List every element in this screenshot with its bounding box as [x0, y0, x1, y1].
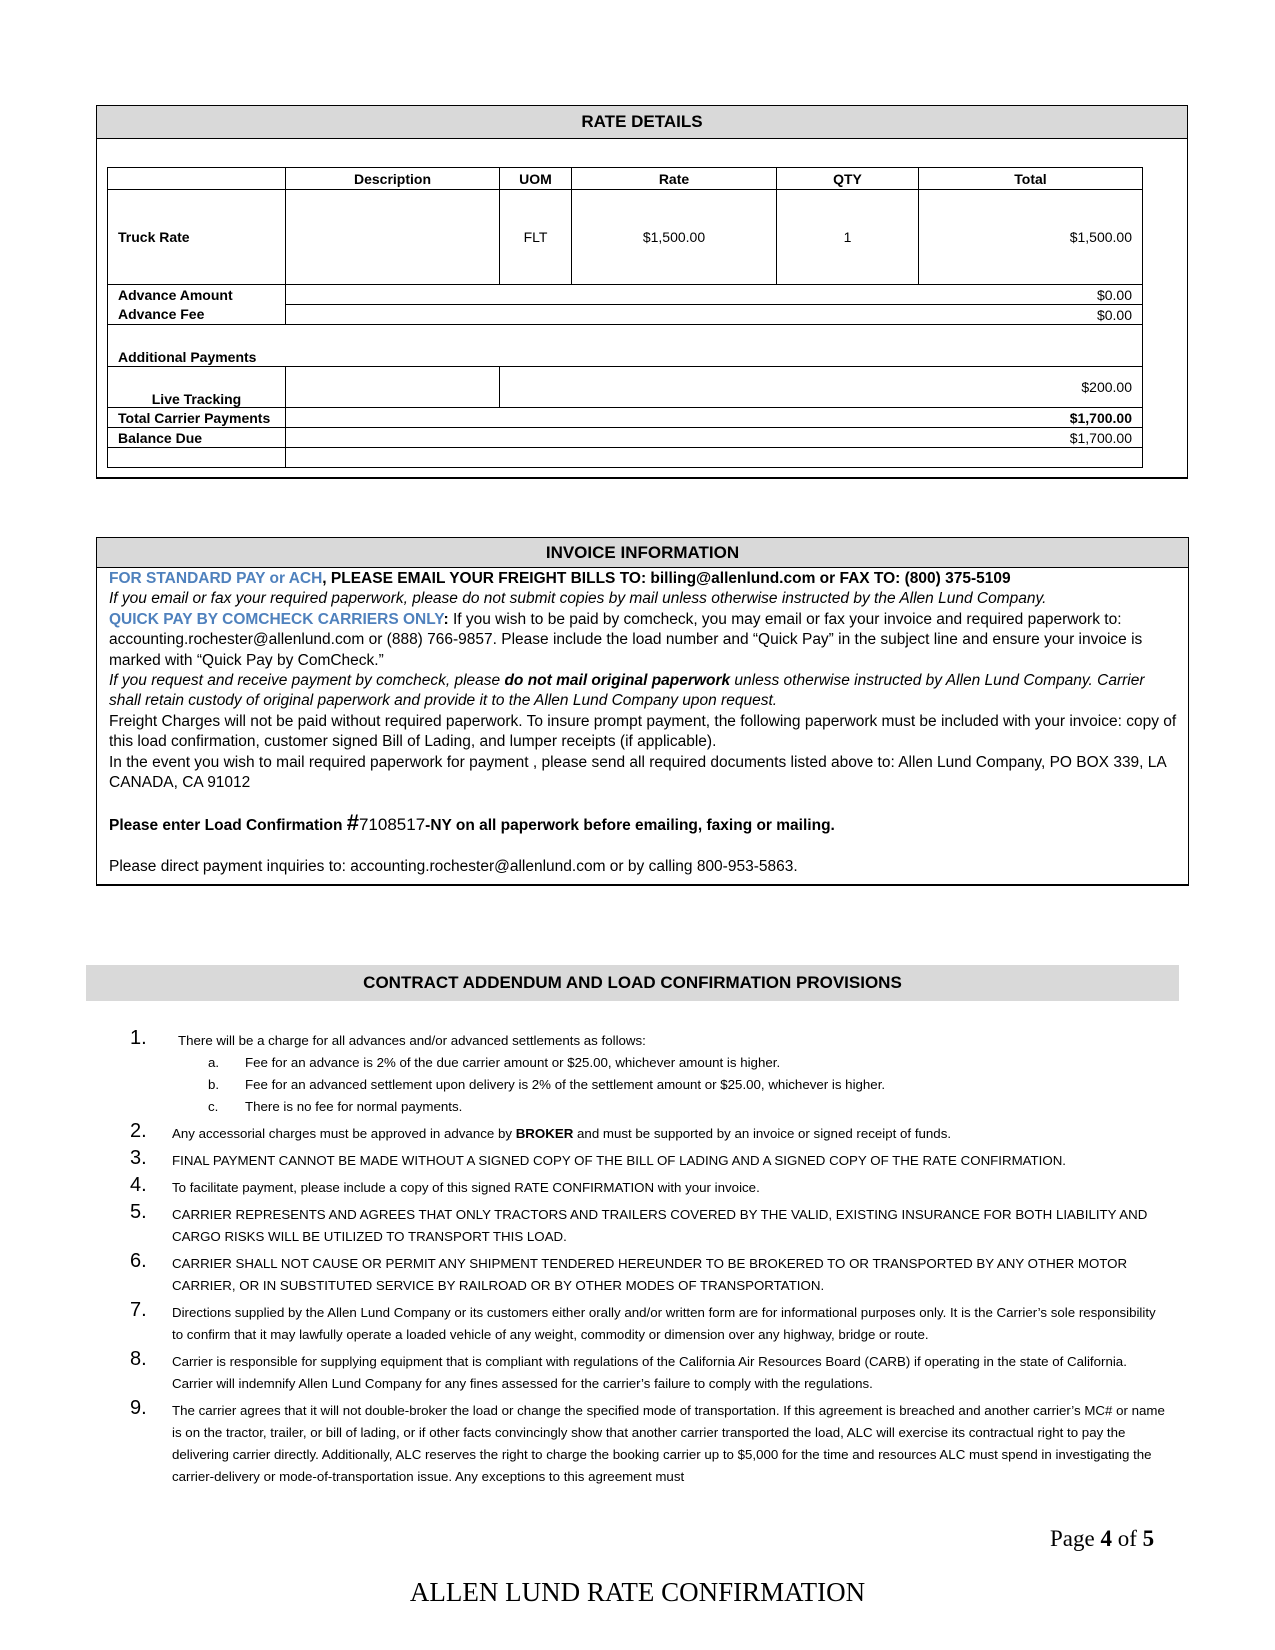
provision-text: Carrier is responsible for supplying equipment that is compliant with regulations of the California Air Resources Board (CARB) if operating in the state of California. Carrier will indemnify Allen Lund Company for any fines assessed for the carrier’s failure to comply with the regulations.	[172, 1354, 1127, 1391]
comcheck-note-bold: do not mail original paperwork	[504, 672, 731, 690]
quick-pay-colon: :	[443, 610, 449, 628]
provision-number: 5.	[130, 1201, 147, 1223]
quick-pay-paragraph	[109, 610, 1179, 671]
balance-due-row	[108, 428, 1143, 448]
provision-text-before: Any accessorial charges must be approved in advance by	[172, 1126, 516, 1141]
provision-number: 6.	[130, 1250, 147, 1272]
sub-item	[130, 1052, 1170, 1074]
provision-text: Directions supplied by the Allen Lund Company or its customers either orally and/or written form are for informational purposes only. It is the Carrier’s sole responsibility to confirm that it may lawfully operate a loaded vehicle of any weight, commodity or dimension over any highway, bridge or route.	[172, 1305, 1156, 1342]
truck-rate-description	[286, 190, 500, 285]
balance-due-label: Balance Due	[108, 428, 286, 448]
provision-text: CARRIER REPRESENTS AND AGREES THAT ONLY TRACTORS AND TRAILERS COVERED BY THE VALID, EXISTING INSURANCE FOR BOTH LIABILITY AND CARGO RISKS WILL BE UTILIZED TO TRANSPORT THIS LOAD.	[172, 1207, 1148, 1244]
rate-details-section	[96, 105, 1188, 479]
sub-item-letter: b.	[208, 1077, 220, 1092]
payment-inquiries-note: Please direct payment inquiries to: accounting.rochester@allenlund.com or by calling 800-953-5863.	[109, 857, 798, 875]
document-footer-title: ALLEN LUND RATE CONFIRMATION	[409, 1577, 866, 1607]
provision-text: There will be a charge for all advances and/or advanced settlements as follows:	[178, 1033, 646, 1048]
sub-item-letter: a.	[208, 1055, 220, 1070]
advance-fee-value: $0.00	[286, 305, 1143, 325]
total-carrier-payments-row	[108, 408, 1143, 428]
col-total-header: Total	[919, 168, 1143, 190]
freight-charges-note: Freight Charges will not be paid without required paperwork. To insure prompt payment, the following paperwork must be included with your invoice: copy of this load confirmation, customer signed Bill of Lading, and lumper receipts (if applicable).	[109, 712, 1177, 751]
col-description-header: Description	[286, 168, 500, 190]
advance-fee-label: Advance Fee	[108, 305, 286, 325]
provision-item	[130, 1120, 1170, 1145]
quick-pay-lead: QUICK PAY BY COMCHECK CARRIERS ONLY	[109, 610, 444, 628]
standard-pay-rest: , PLEASE EMAIL YOUR FREIGHT BILLS TO: billing@allenlund.com or FAX TO: (800) 375-5109	[322, 570, 1011, 587]
page-current: 4	[1100, 1526, 1112, 1551]
contract-addendum-title: CONTRACT ADDENDUM AND LOAD CONFIRMATION PROVISIONS	[86, 965, 1179, 1001]
total-carrier-payments-value: $1,700.00	[286, 408, 1143, 428]
empty-cell	[108, 448, 286, 468]
rate-table-empty-row	[108, 448, 1143, 468]
page-prefix: Page	[1050, 1526, 1101, 1551]
provision-item	[130, 1027, 1170, 1052]
live-tracking-value: $200.00	[500, 367, 1143, 408]
provision-text: CARRIER SHALL NOT CAUSE OR PERMIT ANY SHIPMENT TENDERED HEREUNDER TO BE BROKERED TO OR TRANSPORTED BY ANY OTHER MOTOR CARRIER, OR IN SUBSTITUTED SERVICE BY RAILROAD OR BY OTHER MODES OF TRANSPORTATION.	[172, 1256, 1128, 1293]
provision-text: To facilitate payment, please include a copy of this signed RATE CONFIRMATION with your invoice.	[172, 1180, 760, 1195]
col-rate-header: Rate	[572, 168, 777, 190]
provision-text: FINAL PAYMENT CANNOT BE MADE WITHOUT A SIGNED COPY OF THE BILL OF LADING AND A SIGNED COPY OF THE RATE CONFIRMATION.	[172, 1153, 1066, 1168]
invoice-information-section	[96, 537, 1189, 886]
standard-pay-lead: FOR STANDARD PAY or ACH	[109, 570, 323, 587]
quick-pay-rest: If you wish to be paid by comcheck, you may email or fax your invoice and required paperwork to: accounting.rochester@allenlund.com or (888) 766-9857. Please include the load number and “Quick Pay” in the subject line and ensure your invoice is marked with “Quick Pay by ComCheck.”	[109, 610, 1143, 669]
provision-number: 2.	[130, 1120, 147, 1142]
provision-item	[130, 1397, 1170, 1488]
provisions-list	[130, 1027, 1170, 1493]
truck-rate-label: Truck Rate	[108, 190, 286, 285]
provision-number: 9.	[130, 1397, 147, 1419]
live-tracking-row	[108, 367, 1143, 408]
provision-text-after: and must be supported by an invoice or signed receipt of funds.	[573, 1126, 952, 1141]
col-uom-header: UOM	[500, 168, 572, 190]
truck-rate-qty: 1	[777, 190, 919, 285]
balance-due-value: $1,700.00	[286, 428, 1143, 448]
provision-number: 7.	[130, 1299, 147, 1321]
load-confirmation-line	[109, 810, 1179, 836]
additional-payments-row	[108, 325, 1143, 367]
comcheck-note	[109, 671, 1179, 712]
advance-amount-label: Advance Amount	[108, 285, 286, 305]
page-number	[1050, 1526, 1154, 1552]
rate-details-title: RATE DETAILS	[97, 106, 1187, 139]
comcheck-note-part1: If you request and receive payment by comcheck, please	[109, 672, 505, 690]
provision-item	[130, 1147, 1170, 1172]
advance-amount-value: $0.00	[286, 285, 1143, 305]
rate-details-table	[107, 167, 1143, 468]
truck-rate-rate: $1,500.00	[572, 190, 777, 285]
provision-text-bold: BROKER	[515, 1126, 574, 1141]
provision-number: 3.	[130, 1147, 147, 1169]
provision-text: The carrier agrees that it will not double-broker the load or change the specified mode of transportation. If this agreement is breached and another carrier’s MC# or name is on the tractor, trailer, or bill of lading, or if other facts convincingly show that another carrier transported the load, ALC will exercise its contractual right to pay the delivering carrier directly. Additionally, ALC reserves the right to charge the booking carrier up to $5,000 for the time and resources ALC must spend in investigating the carrier-delivery or mode-of-transportation issue. Any exceptions to this agreement must	[172, 1403, 1165, 1484]
load-conf-suffix: -NY on all paperwork before emailing, faxing or mailing.	[425, 817, 835, 835]
page-total: 5	[1142, 1526, 1155, 1551]
email-note: If you email or fax your required paperwork, please do not submit copies by mail unless otherwise instructed by the Allen Lund Company.	[109, 590, 1047, 608]
provision-item	[130, 1348, 1170, 1395]
rate-table-header-row	[108, 168, 1143, 190]
load-conf-hash: #	[346, 810, 359, 836]
truck-rate-uom: FLT	[500, 190, 572, 285]
sub-item-text: Fee for an advance is 2% of the due carrier amount or $25.00, whichever amount is higher.	[245, 1055, 781, 1070]
additional-payments-label: Additional Payments	[108, 325, 1143, 367]
provision-number: 8.	[130, 1348, 147, 1370]
sub-item-text: Fee for an advanced settlement upon delivery is 2% of the settlement amount or $25.00, whichever is higher.	[245, 1077, 886, 1092]
advance-fee-row	[108, 305, 1143, 325]
load-conf-prefix: Please enter Load Confirmation	[109, 817, 347, 835]
provision-number: 4.	[130, 1174, 147, 1196]
provision-number: 1.	[130, 1027, 147, 1049]
truck-rate-total: $1,500.00	[919, 190, 1143, 285]
live-tracking-blank	[286, 367, 500, 408]
comcheck-note-part2: unless otherwise instructed by Allen Lund Company. Carrier shall retain custody of original paperwork and provide it to the Allen Lund Company upon request.	[109, 672, 1145, 710]
invoice-information-title: INVOICE INFORMATION	[97, 538, 1188, 568]
mail-address-note: In the event you wish to mail required paperwork for payment , please send all required documents listed above to: Allen Lund Company, PO BOX 339, LA CANADA, CA 91012	[109, 753, 1166, 792]
empty-cell	[286, 448, 1143, 468]
sub-item	[130, 1074, 1170, 1096]
truck-rate-row	[108, 190, 1143, 285]
standard-pay-line	[109, 569, 1179, 589]
rate-table-header-blank	[108, 168, 286, 190]
advance-amount-row	[108, 285, 1143, 305]
provision-item	[130, 1250, 1170, 1297]
sub-item	[130, 1096, 1170, 1118]
load-conf-number: 7108517	[358, 815, 426, 835]
live-tracking-label: Live Tracking	[108, 367, 286, 408]
total-carrier-payments-label: Total Carrier Payments	[108, 408, 286, 428]
page-of: of	[1111, 1526, 1143, 1551]
sub-item-text: There is no fee for normal payments.	[245, 1099, 463, 1114]
provision-item	[130, 1174, 1170, 1199]
sub-item-letter: c.	[208, 1099, 219, 1114]
provision-item	[130, 1299, 1170, 1346]
col-qty-header: QTY	[777, 168, 919, 190]
provision-item	[130, 1201, 1170, 1248]
